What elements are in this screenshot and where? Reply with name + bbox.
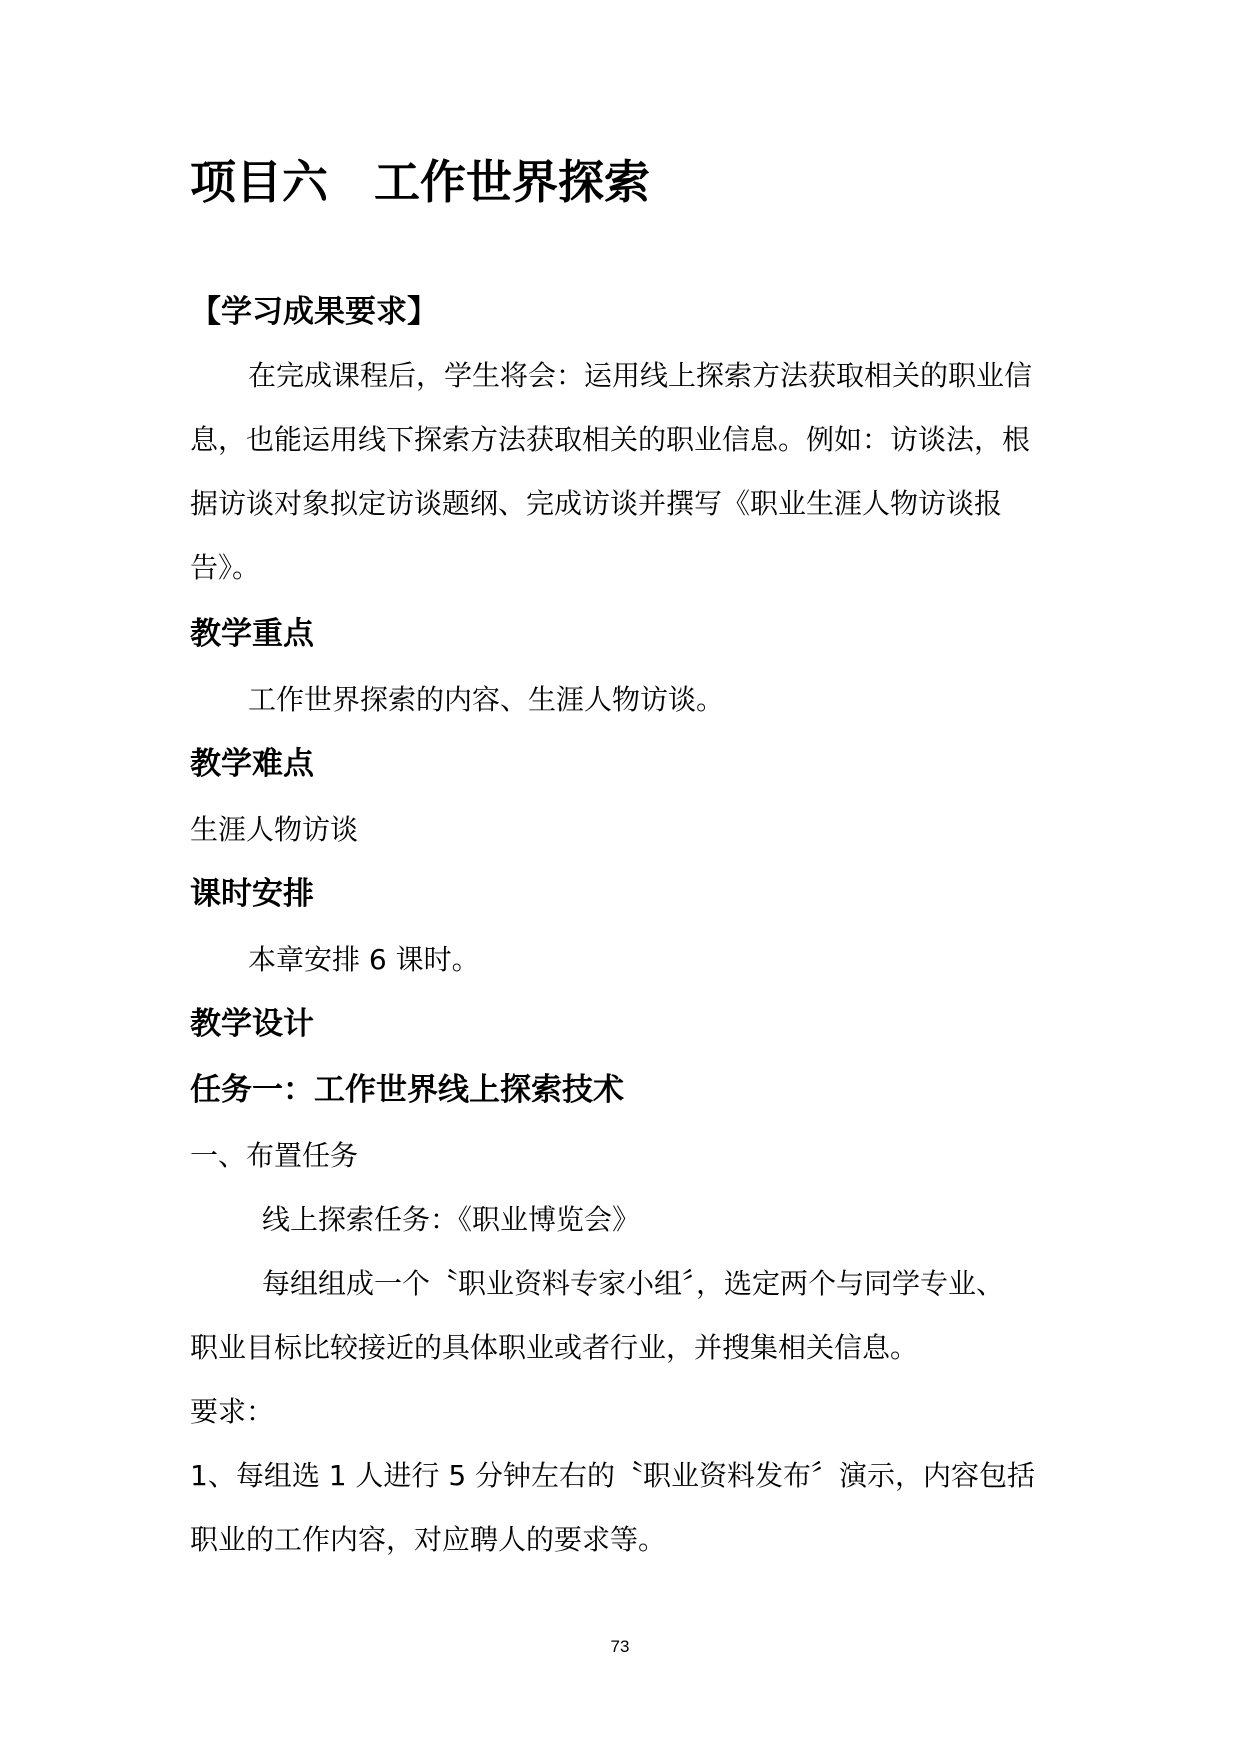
page-number: 73 <box>610 1637 630 1656</box>
difficulty-text: 生涯人物访谈 <box>190 813 359 846</box>
outcomes-line-3: 据访谈对象拟定访谈题纲、完成访谈并撰写《职业生涯人物访谈报 <box>190 487 1003 520</box>
focus-heading: 教学重点 <box>190 616 314 652</box>
page-title: 项目六 工作世界探索 <box>190 155 650 209</box>
difficulty-heading: 教学难点 <box>190 746 314 782</box>
task1-subheading: 一、布置任务 <box>190 1139 359 1172</box>
task1-heading: 任务一：工作世界线上探索技术 <box>190 1072 624 1108</box>
outcomes-line-4: 告》。 <box>190 551 261 584</box>
online-task-line: 线上探索任务：《职业博览会》 <box>262 1203 641 1236</box>
outcomes-line-1: 在完成课程后，学生将会：运用线上探索方法获取相关的职业信 <box>248 359 1033 392</box>
design-heading: 教学设计 <box>190 1006 314 1042</box>
schedule-text: 本章安排 6 课时。 <box>248 943 480 976</box>
requirement-1-line-1: 1、每组选 1 人进行 5 分钟左右的〝职业资料发布〞演示，内容包括 <box>190 1459 1036 1492</box>
group-line-1: 每组组成一个〝职业资料专家小组〞，选定两个与同学专业、 <box>262 1267 1005 1300</box>
outcomes-heading: 【学习成果要求】 <box>190 294 438 330</box>
focus-text: 工作世界探索的内容、生涯人物访谈。 <box>248 683 725 716</box>
group-line-2: 职业目标比较接近的具体职业或者行业，并搜集相关信息。 <box>190 1331 919 1364</box>
requirement-1-line-2: 职业的工作内容，对应聘人的要求等。 <box>190 1523 667 1556</box>
schedule-heading: 课时安排 <box>190 876 314 912</box>
requirements-label: 要求： <box>190 1395 275 1428</box>
outcomes-line-2: 息，也能运用线下探索方法获取相关的职业信息。例如：访谈法，根 <box>190 423 1031 456</box>
